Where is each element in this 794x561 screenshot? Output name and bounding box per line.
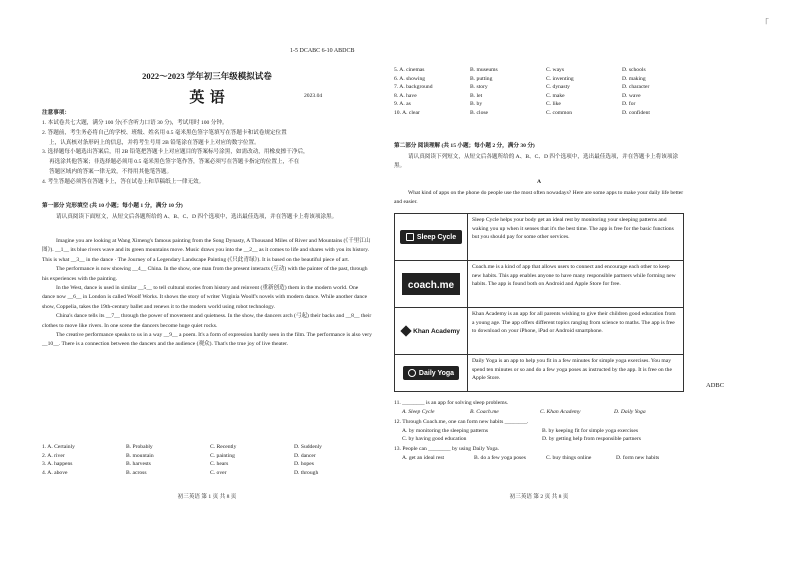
option[interactable]: B. do a few yoga poses: [474, 454, 526, 461]
option-row: [394, 408, 684, 417]
sleep-cycle-logo: Sleep Cycle: [400, 230, 462, 244]
daily-yoga-logo: Daily Yoga: [403, 366, 459, 380]
option-row: [42, 443, 372, 452]
app-row: [395, 261, 683, 308]
option[interactable]: 5. A. cinemas: [394, 67, 425, 73]
option[interactable]: D. by getting help from responsible partners: [542, 436, 641, 443]
option[interactable]: 8. A. have: [394, 92, 417, 99]
option[interactable]: B. by keeping fit for simple yoga exercises: [542, 427, 639, 434]
option[interactable]: B. putting: [470, 75, 493, 82]
option[interactable]: 4. A. above: [42, 469, 68, 476]
option[interactable]: D. Daily Yoga: [614, 409, 646, 415]
option-row: [394, 92, 684, 101]
passage-letter: A: [536, 179, 542, 185]
passage-paragraph: The performance is now showing __4__ China. In the show, one man from the present interacts (互动) with the painter of the past, through his experiences with the painting.: [42, 266, 368, 282]
option-row: [394, 83, 684, 92]
option[interactable]: D. Suddenly: [294, 444, 322, 450]
cloze-passage: [42, 237, 372, 350]
option[interactable]: C. over: [210, 469, 227, 476]
option[interactable]: D. dancer: [294, 452, 316, 459]
option[interactable]: C. ways: [546, 67, 565, 73]
app-row: [395, 214, 683, 261]
cloze-options-continued: [394, 66, 684, 118]
option-row: [394, 66, 684, 75]
option[interactable]: D. for: [622, 101, 636, 108]
notice-heading: 注意事项：: [42, 110, 70, 116]
app-logo-cell: [395, 308, 468, 354]
option[interactable]: D. confident: [622, 109, 650, 116]
option[interactable]: C. like: [546, 101, 561, 108]
option[interactable]: C. by having good education: [402, 436, 467, 443]
option[interactable]: D. making: [622, 75, 646, 82]
option[interactable]: 9. A. as: [394, 101, 411, 108]
option-row: [394, 427, 684, 436]
app-description: Daily Yoga is an app to help you fit in a few minutes for simple yoga exercises. You may spend ten minutes or so and do a few yoga poses as instructed by the app. It is free on the Apple Store.: [472, 358, 672, 382]
notice-item: 再选涂其他答案；非选择题必须用 0.5 毫米黑色签字笔作答，答案必须写在答题卡指定的位置上，不在: [49, 159, 300, 166]
passage-paragraph: In the West, dance is used in similar __5__ to tell cultural stories from history and reinvent (重新创造) them in the modern world. One dance now __6__ in London is called Woolf Works. It shows the story of writer Virginia Woolf's novels with modern dance. While another dance show, Coppelia, takes the 19th-century ballet and renews it to the modern world using robot technology.: [42, 285, 368, 310]
option[interactable]: C. dynasty: [546, 84, 570, 91]
option[interactable]: D. character: [622, 84, 650, 91]
notice-item: 4. 考生答题必须答在答题卡上，答在试卷上和草稿纸上一律无效。: [42, 178, 205, 185]
app-row: [395, 355, 683, 391]
option[interactable]: B. let: [470, 92, 483, 99]
option[interactable]: C. Khan Academy: [540, 409, 581, 415]
notice-list: [42, 119, 372, 188]
question-stem: 12. Through Coach.me, one can form new habits ________.: [394, 418, 529, 425]
option[interactable]: 1. A. Certainly: [42, 444, 75, 450]
option[interactable]: B. by: [470, 101, 483, 108]
part2-heading: 第二部分 阅读理解 (共 15 小题；每小题 2 分，满分 30 分): [394, 143, 535, 149]
option[interactable]: D. through: [294, 469, 319, 476]
option[interactable]: 3. A. happens: [42, 461, 73, 468]
option[interactable]: A. Sleep Cycle: [402, 409, 435, 415]
cloze-options: [42, 443, 372, 477]
page-footer: 初三英语 第 2 页 共 8 页: [509, 494, 569, 500]
option-row: [394, 435, 684, 444]
app-logo-cell: [395, 261, 468, 307]
app-logo-cell: [395, 214, 468, 260]
notice-item: 答题区域内的答案一律无效，不得用其他笔答题。: [49, 168, 173, 175]
option[interactable]: B. Probably: [126, 444, 153, 450]
passage-paragraph: The creative performance speaks to us in a way __9__ a poem. It's a form of expression hardly seen in the film. The performance is also very __10__. There is a connection between the dancers and the audience (观众). That's the true joy of live theater.: [42, 332, 372, 348]
passage-paragraph: China's dance tells its __7__ through the power of movement and quietness. In the show, the dancers arch (弓起) their backs and __8__ their clothes to move like rivers. In one scene the dancers become huge quiet rocks.: [42, 313, 372, 329]
app-row: [395, 308, 683, 355]
option-row: [42, 460, 372, 469]
option[interactable]: C. hears: [210, 461, 229, 468]
option-row: [42, 452, 372, 461]
app-logo-cell: [395, 355, 468, 391]
answer-note: 1-5 DCABC 6-10 ABDCB: [290, 48, 355, 54]
option[interactable]: C. buy things online: [546, 454, 592, 461]
option-row: [394, 100, 684, 109]
part2-instruction: 请认真阅读下列短文，从短文后各题所给的 A、B、C、D 四个选项中，选出最佳选项，并在答题卡上将该项涂黑。: [394, 154, 679, 170]
side-answer-note: ADBC: [706, 382, 725, 389]
option[interactable]: D. hopes: [294, 461, 314, 468]
option[interactable]: 6. A. showing: [394, 75, 426, 82]
subject-title: 英 语: [189, 88, 225, 106]
notice-item: 1. 本试卷共七大题，满分 100 分(不含听力口语 30 分)，考试用时 100 分钟。: [42, 120, 228, 126]
option[interactable]: 7. A. background: [394, 84, 433, 91]
corner-mark: 「: [760, 18, 770, 28]
option[interactable]: C. make: [546, 92, 565, 99]
option[interactable]: C. common: [546, 109, 573, 116]
coach-me-logo: coach.me: [402, 273, 460, 295]
option[interactable]: B. mountain: [126, 452, 154, 459]
option[interactable]: B. Coach.me: [470, 409, 499, 415]
notice-item: 3. 选择题每小题选出答案后，用 2B 铅笔把答题卡上对应题目的答案标号涂黑，如需改动，用橡皮擦干净后，: [42, 149, 309, 156]
option-row: [394, 454, 684, 463]
part1-instruction: 请认真阅读下面短文，从短文后各题所给的 A、B、C、D 四个选项中，选出最佳选项，并在答题卡上将该项涂黑。: [56, 214, 338, 220]
app-description: Khan Academy is an app for all parents wishing to give their children good education from a young age. The app offers different topics ranging from science to maths. The app is free to download on your iPhone, iPad or Android smartphone.: [472, 311, 676, 335]
option[interactable]: D. wave: [622, 92, 641, 99]
option[interactable]: C. Recently: [210, 444, 237, 450]
option[interactable]: 10. A. clear: [394, 109, 420, 116]
exam-title: 2022～2023 学年初三年级模拟试卷: [142, 71, 272, 81]
option[interactable]: D. schools: [622, 67, 646, 73]
part1-heading: 第一部分 完形填空 (共 10 小题；每小题 1 分，满分 10 分): [42, 203, 183, 209]
passage-intro: What kind of apps on the phone do people use the most often nowadays? Here are some apps to make your daily life better and easier.: [394, 190, 684, 206]
notice-item: 2. 答题前，考生务必将自己的学校、班级、姓名用 0.5 毫米黑色签字笔填写在答题卡和试卷规定位置: [42, 129, 287, 136]
yoga-icon: [408, 369, 416, 377]
khan-academy-logo: Khan Academy: [402, 327, 460, 335]
passage-paragraph: Imagine you are looking at Wang Ximeng's famous painting from the Song Dynasty, A Thousand Miles of River and Mountains (《千里江山图》). __1__ its blue rivers wave and its green mountains move. Music draws you into the __2__ as it comes to life and shares with you its history. This is what __3__ in the dance · The Journey of a Legendary Landscape Painting (《只此青绿》). It is based on the beautiful piece of art.: [42, 238, 371, 263]
option-row: [394, 75, 684, 84]
option[interactable]: 2. A. river: [42, 452, 65, 459]
page-footer: 初三英语 第 1 页 共 8 页: [177, 494, 237, 500]
apps-table: [394, 213, 684, 392]
option[interactable]: A. get an ideal rest: [402, 454, 445, 461]
option[interactable]: B. across: [126, 469, 147, 476]
hexagon-icon: [400, 325, 411, 336]
question-stem: 11. ________ is an app for solving sleep problems.: [394, 400, 509, 406]
exam-date: 2023.04: [304, 93, 323, 99]
app-description: Sleep Cycle helps your body get an ideal rest by monitoring your sleeping patterns and waking you up when it senses that it's the best time. The app is free for the basic functions but you should pay for some other services.: [472, 217, 674, 241]
option[interactable]: B. close: [470, 109, 489, 116]
option[interactable]: B. story: [470, 84, 488, 91]
app-description: Coach.me is a kind of app that allows users to connect and encourage each other to keep new habits. This app enables anyone to have many responsible partners while forming new habits. The app is found both on Android and Apple Store for free.: [472, 264, 676, 288]
app-icon: [406, 233, 414, 241]
option[interactable]: A. by monitoring the sleeping patterns: [402, 427, 489, 434]
reading-questions: [394, 398, 684, 462]
option-row: [394, 109, 684, 118]
question-stem: 13. People can ________ by using Daily Yoga.: [394, 445, 500, 452]
notice-item: 上，认真核对条形码上的信息，并将考生号用 2B 铅笔涂在答题卡上对应的数字位置。: [49, 139, 260, 146]
option-row: [42, 469, 372, 478]
option[interactable]: D. form new habits: [616, 454, 660, 461]
option[interactable]: C. inventing: [546, 75, 574, 82]
option[interactable]: B. harvests: [126, 461, 151, 468]
option[interactable]: B. museums: [470, 67, 498, 73]
option[interactable]: C. painting: [210, 452, 235, 459]
